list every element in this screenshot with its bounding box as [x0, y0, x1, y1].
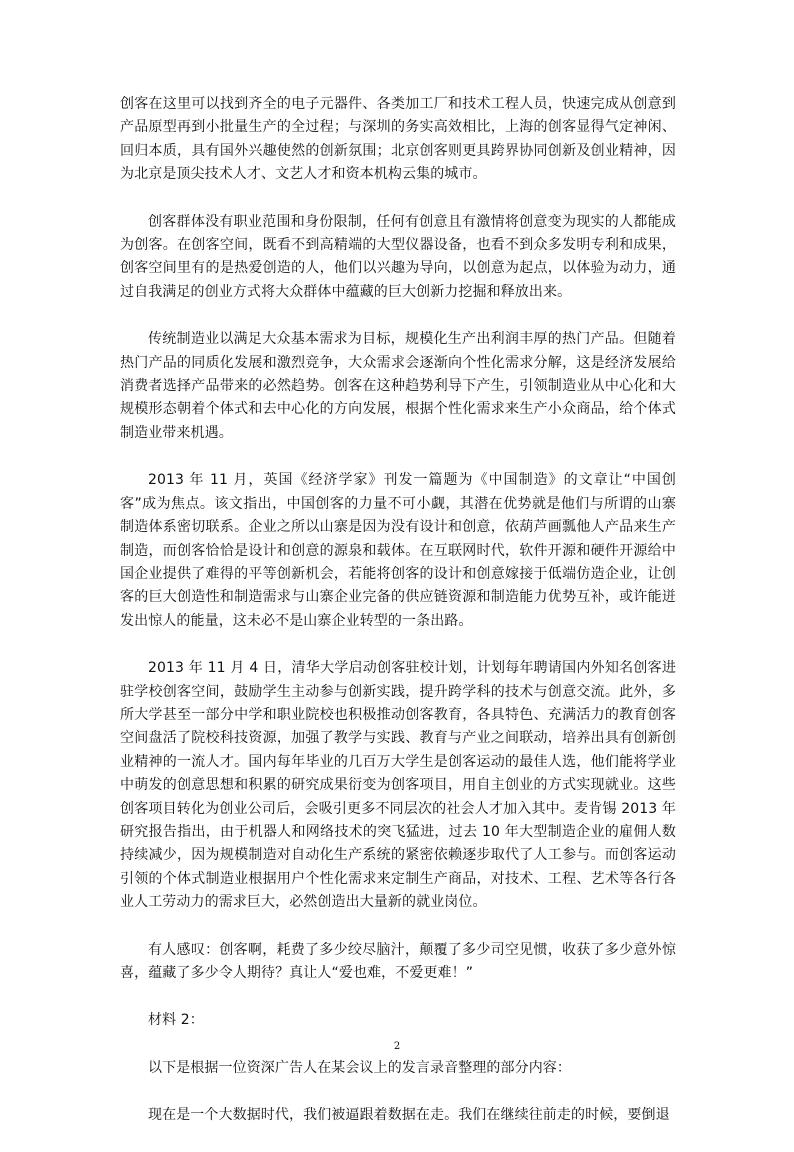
paragraph-8: 以下是根据一位资深广告人在某会议上的发言录音整理的部分内容：	[148, 1059, 571, 1076]
paragraph-4: 2013 年 11 月，英国《经济学家》刊发一篇题为《中国制造》的文章让“中国创客”成为焦点。该文指出，中国创客的力量不可小觑，其潜在优势就是他们与所谓的山寨制造体系密切联系。企业之所以山寨是因为没有设计和创意，依葫芦画瓢他人产品来生产制造，而创客恰恰是设计和创意的源泉和载体。在互联网时代，软件开源和硬件开源给中国企业提供了难得的平等创新机会，若能将创客的设计和创意嫁接于低端仿造企业，让创客的巨大创造性和制造需求与山寨企业完备的供应链资源和制造能力优势互补，或许能迸发出惊人的能量，这未必不是山寨企业转型的一条出路。	[120, 472, 676, 629]
paragraph-3: 传统制造业以满足大众基本需求为目标，规模化生产出利润丰厚的热门产品。但随着热门产品的同质化发展和激烈竞争，大众需求会逐渐向个性化需求分解，这是经济发展给消费者选择产品带来的必然趋势。创客在这种趋势利导下产生，引领制造业从中心化和大规模形态朝着个体式和去中心化的方向发展，根据个性化需求来生产小众商品，给个体式制造业带来机遇。	[120, 331, 676, 441]
material-heading: 材料 2：	[148, 1012, 204, 1029]
paragraph-6: 有人感叹：创客啊，耗费了多少绞尽脑汁，颠覆了多少司空见惯，收获了多少意外惊喜，蕴藏了多少令人期待？真让人“爱也难，不爱更难！”	[120, 941, 676, 981]
document-body	[120, 93, 676, 1152]
paragraph-1: 创客在这里可以找到齐全的电子元器件、各类加工厂和技术工程人员，快速完成从创意到产品原型再到小批量生产的全过程；与深圳的务实高效相比，上海的创客显得气定神闲、回归本质，具有国外兴趣使然的创新氛围；北京创客则更具跨界协同创新及创业精神，因为北京是顶尖技术人才、文艺人才和资本机构云集的城市。	[120, 96, 676, 183]
paragraph-2: 创客群体没有职业范围和身份限制，任何有创意且有激情将创意变为现实的人都能成为创客。在创客空间，既看不到高精端的大型仪器设备，也看不到众多发明专利和成果，创客空间里有的是热爱创造的人，他们以兴趣为导向，以创意为起点，以体验为动力，通过自我满足的创业方式将大众群体中蕴藏的巨大创新力挖掘和释放出来。	[120, 213, 676, 300]
paragraph-5: 2013 年 11 月 4 日，清华大学启动创客驻校计划，计划每年聘请国内外知名创客进驻学校创客空间，鼓励学生主动参与创新实践，提升跨学科的技术与创意交流。此外，多所大学甚至一部分中学和职业院校也积极推动创客教育，各具特色、充满活力的教育创客空间盘活了院校科技资源，加强了教学与实践、教育与产业之间联动，培养出具有创新创业精神的一流人才。国内每年毕业的几百万大学生是创客运动的最佳人选，他们能将学业中萌发的创意思想和积累的研究成果衍变为创客项目，用自主创业的方式实现就业。这些创客项目转化为创业公司后，会吸引更多不同层次的社会人才加入其中。麦肯锡 2013 年研究报告指出，由于机器人和网络技术的突飞猛进，过去 10 年大型制造企业的雇佣人数持续减少，因为规模制造对自动化生产系统的紧密依赖逐步取代了人工参与。而创客运动引领的个体式制造业根据用户个性化需求来定制生产商品，对技术、工程、艺术等各行各业人工劳动力的需求巨大，必然创造出大量新的就业岗位。	[120, 660, 676, 911]
page-number: 2	[393, 1041, 401, 1052]
paragraph-9: 现在是一个大数据时代，我们被逼跟着数据在走。我们在继续往前走的时候，要倒退	[148, 1107, 670, 1124]
